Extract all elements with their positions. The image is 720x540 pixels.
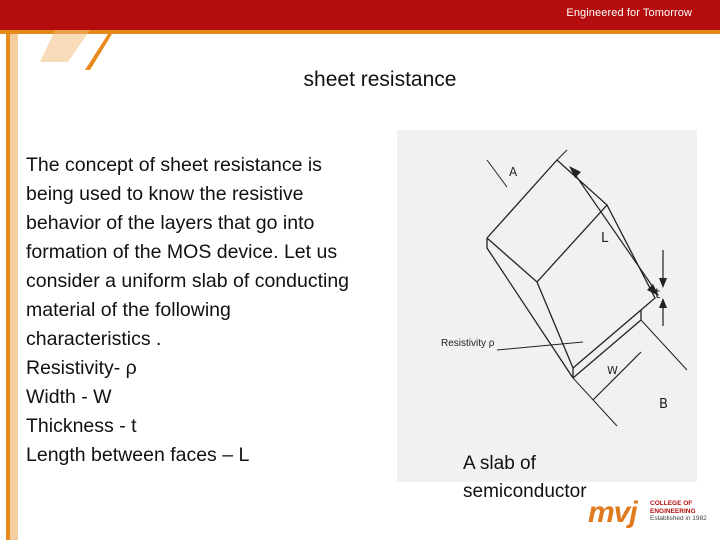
- logo-mark: mvj: [588, 496, 637, 529]
- logo-text: [650, 500, 707, 523]
- body-line: Resistivity- ρ: [26, 357, 137, 379]
- label-a: A: [509, 165, 518, 179]
- label-l: L: [601, 231, 609, 246]
- slab-figure: [397, 130, 697, 482]
- body-line: characteristics .: [26, 328, 162, 350]
- body-line: Length between faces – L: [26, 444, 250, 466]
- logo-line: COLLEGE OF: [650, 500, 693, 507]
- figure-caption: [463, 450, 587, 506]
- body-text: [26, 151, 406, 470]
- body-line: material of the following: [26, 299, 231, 321]
- left-accent-strip: [0, 34, 20, 540]
- body-line: being used to know the resistive: [26, 183, 304, 205]
- body-line: formation of the MOS device. Let us: [26, 241, 338, 263]
- label-w: W: [607, 364, 618, 377]
- body-line: behavior of the layers that go into: [26, 212, 315, 234]
- label-t: t: [655, 287, 661, 302]
- label-b: B: [659, 397, 668, 412]
- body-line: Width - W: [26, 386, 112, 408]
- slab-diagram: [397, 130, 697, 482]
- slab-front-face: [537, 282, 573, 378]
- caption-line: semiconductor: [463, 481, 587, 502]
- caption-line: A slab of: [463, 453, 536, 474]
- logo-line: ENGINEERING: [650, 507, 696, 515]
- body-line: consider a uniform slab of conducting: [26, 270, 350, 292]
- body-line: The concept of sheet resistance is: [26, 154, 322, 176]
- label-resistivity: Resistivity ρ: [441, 338, 495, 349]
- body-line: Thickness - t: [26, 415, 137, 437]
- slab-top-face: [487, 160, 607, 282]
- slab-left-face: [487, 238, 573, 378]
- slide-title: sheet resistance: [303, 68, 457, 91]
- header-tagline: Engineered for Tomorrow: [566, 7, 692, 19]
- college-logo: [588, 496, 708, 532]
- logo-line: Established in 1982: [650, 515, 707, 522]
